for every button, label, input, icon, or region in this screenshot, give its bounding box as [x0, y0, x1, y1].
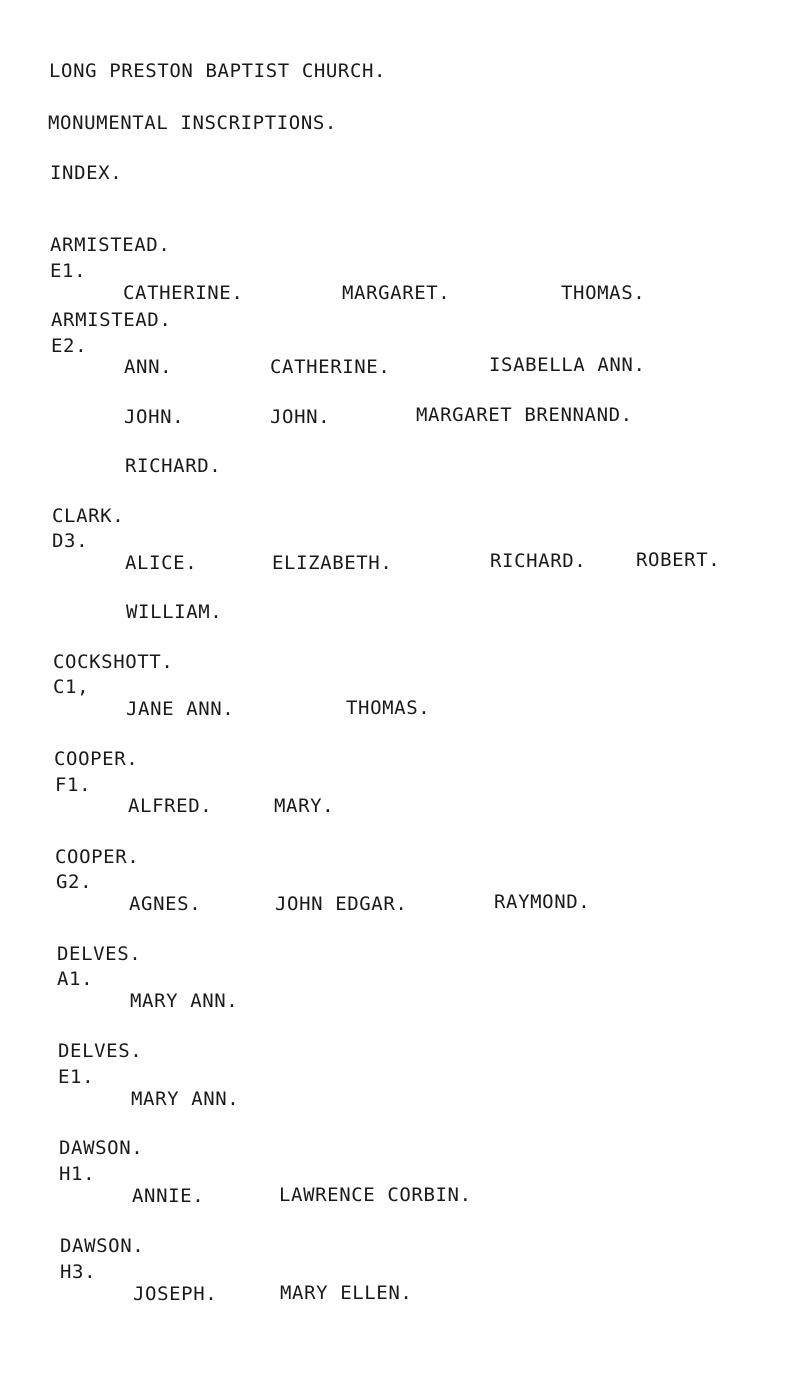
forename: MARY ELLEN. — [280, 1282, 413, 1304]
forename: THOMAS. — [346, 697, 431, 719]
forename: CATHERINE. — [123, 282, 244, 304]
document-subtitle: MONUMENTAL INSCRIPTIONS. — [48, 112, 337, 134]
forename: ALFRED. — [128, 795, 213, 817]
forename: MARY ANN. — [130, 990, 239, 1012]
grave-code: C1, — [53, 676, 90, 698]
forename: ALICE. — [125, 552, 198, 574]
grave-code: A1. — [57, 968, 94, 990]
grave-code: G2. — [56, 871, 93, 893]
surname-heading: COOPER. — [54, 748, 139, 770]
forename: THOMAS. — [561, 282, 646, 304]
forename: CATHERINE. — [270, 356, 391, 378]
forename: ISABELLA ANN. — [489, 354, 646, 376]
forename: ROBERT. — [636, 549, 721, 571]
grave-code: E2. — [51, 335, 88, 357]
surname-heading: DAWSON. — [59, 1137, 144, 1159]
grave-code: F1. — [55, 774, 92, 796]
forename: JOSEPH. — [133, 1283, 218, 1305]
document-title: LONG PRESTON BAPTIST CHURCH. — [49, 60, 387, 82]
forename: ANNIE. — [132, 1185, 205, 1207]
grave-code: D3. — [52, 530, 89, 552]
forename: MARGARET. — [342, 282, 451, 304]
surname-heading: CLARK. — [52, 505, 125, 527]
forename: JOHN. — [270, 406, 331, 428]
surname-heading: DAWSON. — [60, 1235, 145, 1257]
forename: ANN. — [124, 356, 173, 378]
forename: RICHARD. — [125, 455, 222, 477]
forename: RAYMOND. — [494, 891, 591, 913]
forename: MARGARET BRENNAND. — [416, 404, 633, 426]
forename: AGNES. — [129, 893, 202, 915]
grave-code: E1. — [58, 1066, 95, 1088]
forename: JOHN EDGAR. — [275, 893, 408, 915]
surname-heading: DELVES. — [58, 1040, 143, 1062]
forename: MARY. — [274, 795, 335, 817]
forename: ELIZABETH. — [272, 552, 393, 574]
surname-heading: ARMISTEAD. — [50, 234, 171, 256]
grave-code: E1. — [50, 260, 87, 282]
forename: MARY ANN. — [131, 1088, 240, 1110]
forename: WILLIAM. — [126, 601, 223, 623]
forename: RICHARD. — [490, 550, 587, 572]
forename: JANE ANN. — [126, 698, 235, 720]
surname-heading: ARMISTEAD. — [51, 309, 172, 331]
section-heading: INDEX. — [50, 162, 123, 184]
forename: JOHN. — [124, 406, 185, 428]
surname-heading: DELVES. — [57, 943, 142, 965]
grave-code: H3. — [60, 1261, 97, 1283]
surname-heading: COCKSHOTT. — [53, 651, 174, 673]
surname-heading: COOPER. — [55, 846, 140, 868]
grave-code: H1. — [59, 1163, 96, 1185]
forename: LAWRENCE CORBIN. — [279, 1184, 472, 1206]
